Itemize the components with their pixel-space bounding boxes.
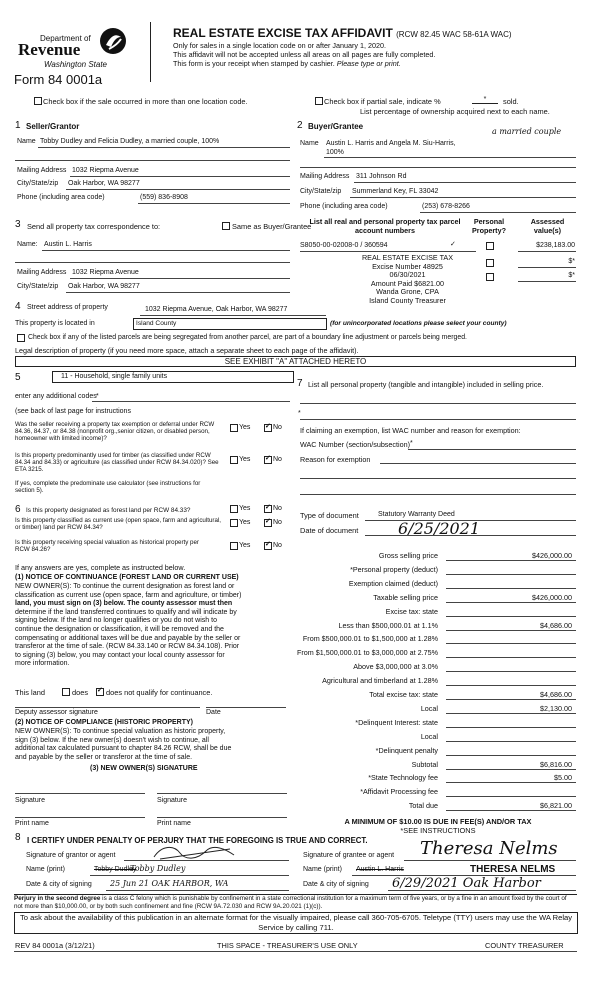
rule — [157, 793, 287, 794]
rule — [404, 860, 576, 861]
segregated-checkbox[interactable] — [17, 334, 25, 342]
corr-city[interactable]: Oak Harbor, WA 98277 — [68, 283, 140, 290]
q-timber-text: Is this property predominantly used for timber (as classified under RCW 84.34 and 84.33) or agriculture (as classified under RCW 84.34.020)? See ETA 3215. — [15, 452, 219, 474]
street-address[interactable]: 1032 Riepma Avenue, Oak Harbor, WA 98277 — [145, 306, 288, 313]
dept-label: Department of — [40, 34, 91, 43]
tax-row-value[interactable]: $2,130.00 — [540, 703, 572, 713]
perjury-text: is a class C felony which is punishable by confinement in a state correctional institution for a maximum term of five years, or by a fine in an amount fixed by the court of not more than $10,000.00, or by both such confinement and fine (RCW 9A.72.030 and RCW 9A.20.021 (1)(c)). — [14, 895, 567, 910]
tax-row-line — [446, 713, 576, 714]
notice-2-line: sign (3) below. If the new owner(s) doesn't wish to continue, all — [15, 736, 209, 744]
notice-1-line: land, you must sign on (3) below. The county assessor must then — [15, 600, 233, 608]
owner-print-label-1: Print name — [15, 820, 49, 827]
notice-2-line: additional tax calculated pursuant to chapter 84.26 RCW, shall be due — [15, 745, 232, 753]
rule — [300, 478, 576, 479]
header-note-3 — [173, 59, 401, 68]
tax-row-label: Total due — [408, 801, 438, 811]
header-divider — [150, 22, 151, 82]
land-does-not-checkbox[interactable] — [96, 688, 104, 696]
perjury-bold: Perjury in the second degree — [14, 895, 101, 902]
date-city-label-grantor: Date & city of signing — [26, 881, 92, 888]
rule — [140, 315, 326, 316]
tax-row-label: Agricultural and timberland at 1.28% — [322, 676, 438, 686]
land-use-select[interactable] — [52, 371, 294, 383]
parcel-row-1[interactable]: S8050-00-02008-0 / 360594 — [300, 242, 388, 249]
tax-row-line — [446, 685, 576, 686]
stamp-line-3: 06/30/2021 — [389, 270, 426, 280]
grantee-signature: Theresa Nelms — [420, 838, 558, 859]
reason-label: Reason for exemption — [300, 455, 371, 464]
q-exemption-no[interactable] — [264, 424, 272, 432]
buyer-phone-label: Phone (including area code) — [300, 203, 388, 210]
no-label: No — [273, 542, 282, 549]
tax-row-value[interactable]: $5.00 — [554, 773, 572, 783]
rule — [15, 817, 145, 818]
notice-1-line: transferor at the time of sale. (RCW 84.33.140 or RCW 84.34.108). Prior — [15, 643, 240, 651]
tax-row-line — [446, 671, 576, 672]
tax-row-label: Less than $500,000.01 at 1.1% — [338, 620, 438, 630]
personal-property-checkbox-3[interactable] — [486, 273, 494, 281]
yes-label: Yes — [239, 424, 251, 431]
section-8-number: 8 — [15, 832, 21, 843]
tax-row-line — [446, 574, 576, 575]
yes-label: Yes — [239, 519, 251, 526]
land-does-checkbox[interactable] — [62, 688, 70, 696]
rule — [518, 281, 576, 282]
rule — [408, 449, 576, 450]
header-note-1: Only for sales in a single location code on or after January 1, 2020. — [173, 41, 386, 50]
buyer-city[interactable]: Summerland Key, FL 33042 — [352, 188, 439, 195]
notice-2-line: and payable by the seller or transferor at the time of sale. — [15, 753, 193, 761]
rule — [380, 463, 576, 464]
grantor-print-name[interactable]: Tobby Dudley — [94, 866, 137, 873]
tax-row-value[interactable]: $426,000.00 — [532, 592, 572, 602]
buyer-heading: Buyer/Grantee — [308, 122, 364, 131]
notice-1-line: to signing (3) below, you may contact your local county assessor for — [15, 651, 225, 659]
form-number: Form 84 0001a — [14, 72, 103, 87]
q-historic-yes[interactable] — [230, 542, 238, 550]
seller-mail[interactable]: 1032 Riepma Avenue — [72, 167, 139, 174]
seller-mail-label: Mailing Address — [17, 167, 67, 174]
rule — [420, 212, 576, 213]
corr-city-label: City/State/zip — [17, 283, 59, 290]
rule — [138, 203, 290, 204]
revenue-logo-icon — [97, 25, 129, 57]
legal-text: SEE EXHIBIT "A" ATTACHED HERETO — [224, 357, 367, 366]
rule — [66, 189, 290, 190]
sig-grantor-label: Signature of grantor or agent — [26, 852, 116, 859]
q-forest-no[interactable] — [264, 505, 272, 513]
notice-3-title: (3) NEW OWNER(S) SIGNATURE — [90, 765, 198, 772]
corr-mail[interactable]: 1032 Riepma Avenue — [72, 269, 139, 276]
county-select[interactable] — [133, 318, 327, 330]
doc-type-label: Type of document — [300, 511, 359, 520]
notice-1-line: compensating or additional taxes will be due and payable by the seller or — [15, 634, 241, 642]
section-1-number: 1 — [15, 120, 21, 131]
section-5-number: 5 — [15, 372, 21, 383]
q-timber-yes[interactable] — [230, 456, 238, 464]
assessed-header: Assessed value(s) — [530, 217, 565, 235]
buyer-city-label: City/State/zip — [300, 188, 342, 195]
tax-row-value[interactable]: $6,816.00 — [540, 759, 572, 769]
legal-description[interactable] — [15, 356, 576, 367]
section-4-number: 4 — [15, 301, 21, 312]
no-label: No — [273, 505, 282, 512]
assessed-value-3[interactable]: $* — [568, 272, 575, 279]
additional-codes-label: enter any additional codes — [15, 393, 97, 400]
treasurer-stamp — [345, 254, 470, 306]
owner-signature-label-2: Signature — [157, 797, 187, 804]
note-type: Please type or print. — [336, 59, 401, 68]
owner-print-label-2: Print name — [157, 820, 191, 827]
tax-row-line — [446, 560, 576, 561]
doc-date-value[interactable]: 6/25/2021 — [398, 519, 481, 538]
certify-text: I CERTIFY UNDER PENALTY OF PERJURY THAT THE FOREGOING IS TRUE AND CORRECT. — [27, 836, 368, 845]
tax-row-line — [446, 727, 576, 728]
tax-row-line — [446, 630, 576, 631]
q-forest-yes[interactable] — [230, 505, 238, 513]
q-forest-text: Is this property designated as forest land per RCW 84.33? — [26, 507, 191, 514]
multi-location-checkbox[interactable] — [34, 97, 42, 105]
rule — [518, 251, 576, 252]
buyer-name-label: Name — [300, 140, 319, 147]
buyer-handnote: a married couple — [492, 127, 562, 136]
tax-row-label: Taxable selling price — [373, 592, 438, 602]
rule — [15, 262, 290, 263]
rule — [70, 176, 290, 177]
rule — [38, 147, 290, 148]
notice-2-body — [15, 728, 231, 762]
buyer-phone[interactable]: (253) 678-8266 — [422, 203, 470, 210]
sig-grantee-label: Signature of grantee or agent — [303, 852, 395, 859]
rule — [354, 182, 576, 183]
tax-row-line — [446, 616, 576, 617]
no-label: No — [273, 519, 282, 526]
rule — [15, 160, 290, 161]
wac-label: WAC Number (section/subsection) — [300, 440, 410, 449]
rule — [388, 890, 576, 891]
rule — [15, 793, 145, 794]
stamp-line-2: Excise Number 48925 — [372, 261, 443, 271]
seller-phone[interactable]: (559) 836-8908 — [140, 194, 188, 201]
tax-row-line — [446, 657, 576, 658]
tax-row-line — [446, 588, 576, 589]
tax-row-label: *State Technology fee — [368, 773, 438, 783]
tax-row-value[interactable]: $4,686.00 — [540, 690, 572, 699]
personal-property-header: Personal Property? — [472, 217, 506, 235]
land-use-value: 11 - Household, single family units — [61, 373, 168, 380]
land-does-not-label: does not qualify for continuance. — [106, 688, 213, 697]
treasurer-space-label: THIS SPACE - TREASURER'S USE ONLY — [217, 941, 358, 950]
buyer-mail-label: Mailing Address — [300, 173, 350, 180]
seller-city[interactable]: Oak Harbor, WA 98277 — [68, 180, 140, 187]
minimum-note: A MINIMUM OF $10.00 IS DUE IN FEE(S) AND/OR TAX — [344, 817, 532, 826]
partial-sale-label: Check box if partial sale, indicate % — [324, 97, 441, 106]
grantee-print-name[interactable]: THERESA NELMS — [470, 864, 556, 875]
notice-1-title: (1) NOTICE OF CONTINUANCE (FOREST LAND OR CURRENT USE) — [15, 574, 239, 581]
tax-row-label: Local — [420, 731, 438, 741]
q-current-use-no[interactable] — [264, 519, 272, 527]
parcels-header: List all real and personal property tax parcel account numbers — [309, 217, 461, 235]
q-historic-no[interactable] — [264, 542, 272, 550]
notice-1-line: determine if the land transferred continues to qualify and will indicate by — [15, 608, 237, 616]
tax-row-label: *Personal property (deduct) — [350, 564, 438, 574]
tax-row-value[interactable]: $4,686.00 — [540, 620, 572, 630]
additional-codes-value[interactable]: * — [96, 393, 99, 400]
name-print-label-grantee: Name (print) — [303, 866, 342, 873]
rule — [300, 403, 576, 404]
list-pct-note: List percentage of ownership acquired next to each name. — [360, 107, 550, 116]
personal-property-label: List all personal property (tangible and intangible) included in selling price. — [308, 380, 544, 389]
seller-heading: Seller/Grantor — [26, 122, 80, 131]
tax-row-label: Exemption claimed (deduct) — [348, 578, 438, 588]
grantee-date-city[interactable]: 6/29/2021 Oak Harbor — [392, 876, 541, 891]
tax-row-line — [446, 741, 576, 742]
doc-type-value[interactable]: Statutory Warranty Deed — [378, 511, 455, 518]
grantor-date-city[interactable]: 25 Jun 21 OAK HARBOR, WA — [110, 879, 229, 888]
note-receipt: This form is your receipt when stamped by cashier. — [173, 59, 335, 68]
rule — [300, 494, 576, 495]
tax-row-label: *Delinquent Interest: state — [355, 717, 438, 727]
tax-row-label: Total excise tax: state — [369, 690, 438, 699]
tax-row-label: Local — [420, 703, 438, 713]
rule — [365, 535, 576, 536]
any-yes-note: If any answers are yes, complete as instructed below. — [15, 563, 186, 572]
rev-label: REV 84 0001a (3/12/21) — [15, 941, 95, 950]
personal-property-checkbox-2[interactable] — [486, 259, 494, 267]
section-7-number: 7 — [297, 378, 303, 389]
tax-row-label: *Affidavit Processing fee — [360, 787, 438, 797]
tax-row-line — [446, 796, 576, 797]
assessed-value-2[interactable]: $* — [568, 258, 575, 265]
rule — [42, 250, 290, 251]
rule — [518, 267, 576, 268]
stamp-line-4: Amount Paid $6821.00 — [370, 278, 445, 288]
rule — [300, 251, 476, 252]
same-as-buyer-label: Same as Buyer/Grantee — [232, 222, 312, 231]
section-2-number: 2 — [297, 120, 303, 131]
no-label: No — [273, 456, 282, 463]
multi-location-label: Check box if the sale occurred in more than one location code. — [43, 97, 248, 106]
date-city-label-grantee: Date & city of signing — [303, 881, 369, 888]
notice-1-line: classification as current use (open space, farm and agriculture, or timber) — [15, 591, 242, 599]
tax-row-label: *Delinquent penalty — [375, 745, 438, 755]
corr-name[interactable]: Austin L. Harris — [44, 241, 92, 248]
section-3-number: 3 — [15, 219, 21, 230]
tax-row-label: Gross selling price — [378, 551, 438, 560]
parcel-tick: ✓ — [450, 241, 456, 248]
rule — [350, 197, 576, 198]
notice-2-line: NEW OWNER(S): To continue special valuation as historic property, — [15, 728, 226, 735]
q-historic-text: Is this property receiving special valuation as historical property per RCW 84.26? — [15, 539, 199, 554]
q-timber-note: If yes, complete the predominate use calculator (see instructions for section 5). — [15, 480, 201, 495]
segregated-label: Check box if any of the listed parcels are being segregated from another parcel, are part of a boundary line adjustment or parcels being merged. — [28, 334, 467, 341]
revenue-logo-text: Revenue — [18, 40, 81, 59]
rule — [300, 419, 576, 420]
tax-row-line — [446, 643, 576, 644]
same-as-buyer-checkbox[interactable] — [222, 222, 230, 230]
rule — [300, 167, 576, 168]
see-back-note: (see back of last page for instructions — [15, 408, 131, 415]
tax-row-value[interactable]: $6,821.00 — [540, 801, 572, 811]
land-does-label: does — [72, 688, 89, 697]
q-timber-no[interactable] — [264, 456, 272, 464]
partial-sold-label: sold. — [503, 97, 519, 106]
buyer-mail[interactable]: 311 Johnson Rd — [356, 173, 407, 180]
tax-row-label: From $1,500,000.01 to $3,000,000 at 2.75% — [296, 648, 438, 658]
title-text: REAL ESTATE EXCISE TAX AFFIDAVIT — [173, 26, 393, 40]
tax-row-line — [446, 602, 576, 603]
rule — [66, 292, 290, 293]
personal-property-checkbox-1[interactable] — [486, 242, 494, 250]
buyer-name-2[interactable]: 100% — [326, 149, 344, 156]
county-treasurer-label: COUNTY TREASURER — [485, 941, 564, 950]
county-value: Island County — [136, 320, 177, 327]
notice-1-line: NEW OWNER(S): To continue the current designation as forest land or — [15, 583, 235, 590]
doc-date-label: Date of document — [300, 526, 359, 535]
tax-row-label: Subtotal — [411, 759, 438, 769]
rule — [124, 860, 289, 861]
name-print-label-grantor: Name (print) — [26, 866, 65, 873]
yes-label: Yes — [239, 505, 251, 512]
notice-2-title: (2) NOTICE OF COMPLIANCE (HISTORIC PROPERTY) — [15, 719, 193, 726]
header-note-2: This affidavit will not be accepted unless all areas on all pages are fully completed. — [173, 50, 436, 59]
assessed-value-1[interactable]: $238,183.00 — [536, 242, 575, 249]
partial-sale-checkbox[interactable] — [315, 97, 323, 105]
form-title — [173, 26, 512, 40]
rule — [206, 707, 286, 708]
exemption-label: If claiming an exemption, list WAC number and reason for exemption: — [300, 426, 521, 435]
wac-value[interactable]: * — [410, 440, 413, 447]
stamp-line-6: Island County Treasurer — [369, 295, 446, 305]
tax-row-line — [446, 699, 576, 700]
rule — [157, 817, 287, 818]
stamp-line-5: Wanda Grone, CPA — [376, 287, 439, 297]
this-land-label: This land — [15, 688, 45, 697]
tax-row-line — [446, 755, 576, 756]
q-exemption-text: Was the seller receiving a property tax exemption or deferral under RCW 84.36, 84.37, or 84.38 (nonprofit org.,senior citizen, or disabled person, homeowner with limited income)? — [15, 421, 215, 443]
buyer-name[interactable]: Austin L. Harris and Angela M. Siu-Harris, — [326, 140, 456, 147]
located-label: This property is located in — [15, 320, 95, 327]
grantee-print-name-struck: Austin L. Harris — [356, 866, 404, 873]
yes-label: Yes — [239, 542, 251, 549]
tax-row-line — [446, 810, 576, 811]
alt-format-box — [14, 912, 578, 934]
grantor-signature-scribble — [150, 843, 240, 865]
grantor-print-hand: Tobby Dudley — [130, 864, 186, 873]
tax-row-line — [446, 782, 576, 783]
tax-row-label: From $500,000.01 to $1,500,000 at 1.28% — [302, 634, 438, 644]
legal-label: Legal description of property (if you need more space, attach a separate sheet to each page of the affidavit). — [15, 346, 359, 355]
q-current-use-yes[interactable] — [230, 519, 238, 527]
state-label: Washington State — [44, 60, 108, 69]
title-ref: (RCW 82.45 WAC 58-61A WAC) — [396, 30, 512, 39]
tax-row-value[interactable]: $426,000.00 — [532, 551, 572, 560]
see-instructions: *SEE INSTRUCTIONS — [400, 826, 476, 835]
owner-signature-label-1: Signature — [15, 797, 45, 804]
rule — [92, 401, 290, 402]
rule — [70, 278, 290, 279]
seller-name[interactable]: Tobby Dudley and Felicia Dudley, a married couple, 100% — [40, 138, 220, 145]
deputy-label: Deputy assessor signature — [15, 709, 98, 716]
tax-row-label: Above $3,000,000 at 3.0% — [353, 662, 438, 672]
corr-name-label: Name: — [17, 241, 38, 248]
notice-1-line: continue the designation or classification, it will be removed and the — [15, 625, 224, 633]
perjury-note — [14, 895, 577, 911]
notice-1-line: signing below. If the land no longer qualifies or you do not wish to — [15, 617, 217, 625]
seller-city-label: City/State/zip — [17, 180, 59, 187]
rule — [14, 951, 577, 952]
rule — [324, 157, 576, 158]
no-label: No — [273, 424, 282, 431]
correspondence-heading: Send all property tax correspondence to: — [27, 222, 161, 231]
q-exemption-yes[interactable] — [230, 424, 238, 432]
tax-row-line — [446, 769, 576, 770]
seller-phone-label: Phone (including area code) — [17, 194, 105, 201]
notice-1-line: more information. — [15, 660, 70, 668]
seller-name-label: Name — [17, 138, 36, 145]
rule — [106, 890, 289, 891]
county-note: (for unincorporated locations please select your county) — [330, 320, 507, 327]
partial-pct-value[interactable]: * — [472, 96, 498, 104]
section-6-number: 6 — [15, 504, 21, 515]
corr-mail-label: Mailing Address — [17, 269, 67, 276]
yes-label: Yes — [239, 456, 251, 463]
rule — [90, 875, 289, 876]
rule — [15, 707, 200, 708]
notice-1-body — [15, 583, 241, 669]
deputy-date-label: Date — [206, 709, 221, 716]
personal-property-value[interactable]: * — [298, 410, 301, 417]
alt-format-text: To ask about the availability of this publication in an alternate format for the visually impaired, please call 360-705-6705. Teletype (TTY) users may use the WA Relay Service by calling 711. — [19, 913, 573, 932]
stamp-line-1: REAL ESTATE EXCISE TAX — [361, 253, 454, 262]
tax-row-label: Excise tax: state — [385, 606, 438, 616]
street-label: Street address of property — [27, 304, 108, 311]
q-current-use-text: Is this property classified as current use (open space, farm and agricultural, or timber) land per RCW 84.34? — [15, 517, 222, 532]
